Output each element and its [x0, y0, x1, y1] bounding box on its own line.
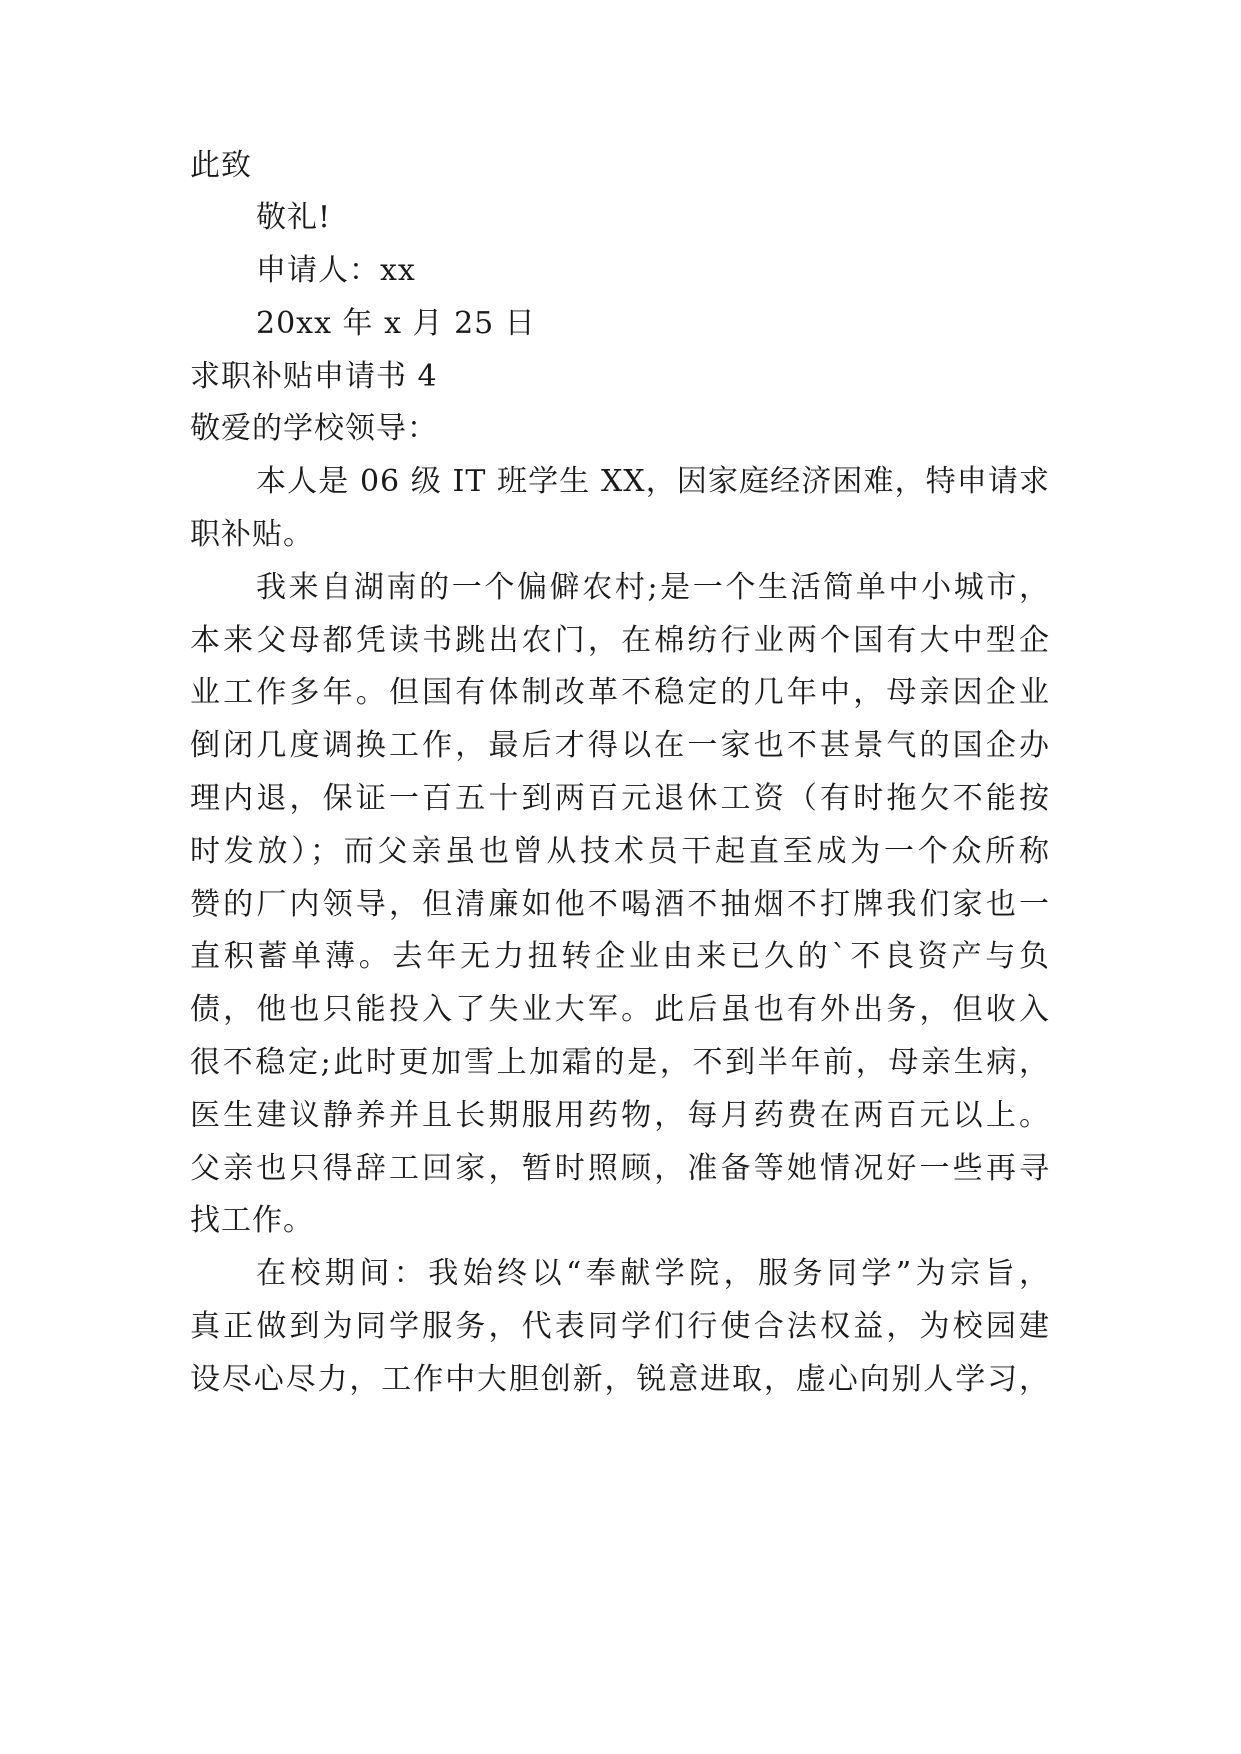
paragraph-line: 真正做到为同学服务，代表同学们行使合法权益，为校园建: [190, 1309, 1050, 1344]
paragraph-line: 时发放）；而父亲虽也曾从技术员干起直至成为一个众所称: [190, 834, 1050, 869]
paragraph-line: 赞的厂内领导，但清廉如他不喝酒不抽烟不打牌我们家也一: [190, 887, 1050, 922]
paragraph-line: 医生建议静养并且长期服用药物，每月药费在两百元以上。: [190, 1098, 1050, 1133]
paragraph-line: 本人是 06 级 IT 班学生 XX，因家庭经济困难，特申请求: [256, 464, 1050, 499]
closing-salutation: 此致: [190, 148, 252, 183]
paragraph-line: 职补贴。: [190, 517, 314, 552]
greeting: 敬爱的学校领导：: [190, 411, 438, 446]
paragraph-line: 设尽心尽力，工作中大胆创新，锐意进取，虚心向别人学习，: [190, 1362, 1050, 1397]
paragraph-line: 业工作多年。但国有体制改革不稳定的几年中，母亲因企业: [190, 675, 1050, 710]
paragraph-line: 本来父母都凭读书跳出农门，在棉纺行业两个国有大中型企: [190, 623, 1050, 658]
paragraph-line: 直积蓄单薄。去年无力扭转企业由来已久的`不良资产与负: [190, 939, 1050, 974]
paragraph-line: 很不稳定;此时更加雪上加霜的是，不到半年前，母亲生病，: [190, 1045, 1050, 1080]
paragraph-line: 找工作。: [190, 1203, 314, 1238]
closing-regards: 敬礼!: [256, 200, 332, 235]
paragraph-line: 债，他也只能投入了失业大军。此后虽也有外出务，但收入: [190, 992, 1050, 1027]
paragraph-line: 理内退，保证一百五十到两百元退休工资（有时拖欠不能按: [190, 781, 1050, 816]
paragraph-line: 在校期间：我始终以“奉献学院，服务同学”为宗旨，: [256, 1256, 1050, 1291]
section-title: 求职补贴申请书 4: [190, 359, 438, 394]
applicant-line: 申请人：xx: [256, 253, 416, 288]
date-line: 20xx 年 x 月 25 日: [256, 306, 536, 341]
paragraph-line: 我来自湖南的一个偏僻农村;是一个生活简单中小城市，: [256, 570, 1050, 605]
paragraph-line: 倒闭几度调换工作，最后才得以在一家也不甚景气的国企办: [190, 728, 1050, 763]
paragraph-line: 父亲也只得辞工回家，暂时照顾，准备等她情况好一些再寻: [190, 1151, 1050, 1186]
